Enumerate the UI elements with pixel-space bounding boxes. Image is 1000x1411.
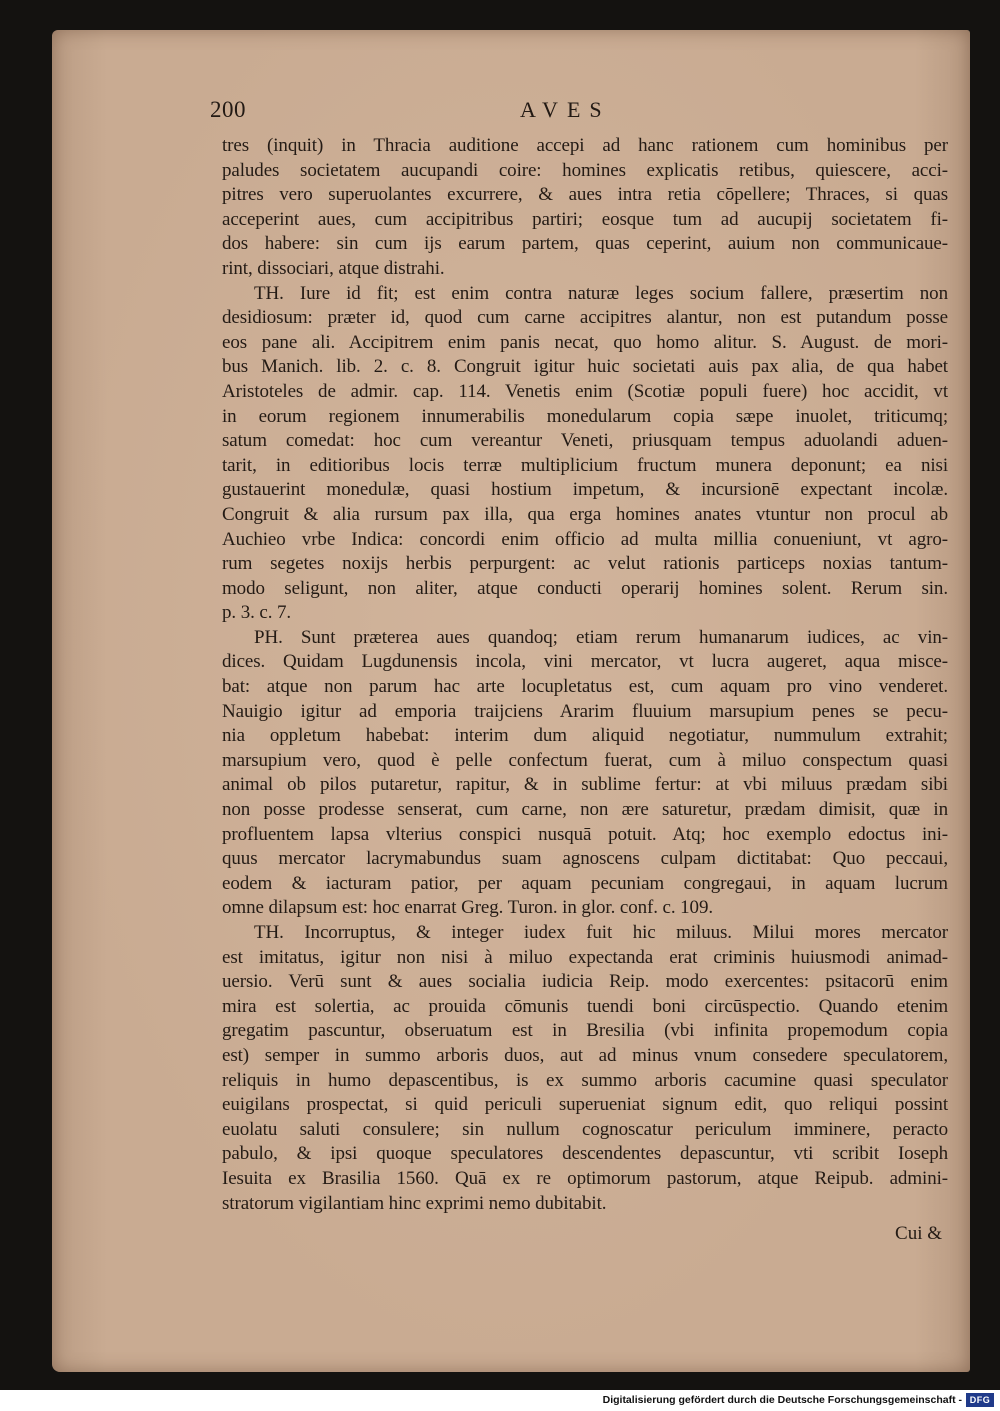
text-line: bat: atque non parum hac arte locupletatus est, cum aquam pro vino venderet. <box>222 676 948 698</box>
text-line: omne dilapsum est: hoc enarrat Greg. Turon. in glor. conf. c. 109. <box>222 897 714 919</box>
text-line: pitres vero superuolantes excurrere, & aues intra retia cōpellere; Thraces, si quas <box>222 184 948 206</box>
text-line: profluentem lapsa vlterius conspici nusquā potuit. Atq; hoc exemplo edoctus ini- <box>222 823 948 845</box>
text-line: gustauerint monedulæ, quasi hostium impetum, & incursionē expectant incolæ. <box>222 479 948 501</box>
text-line: dices. Quidam Lugdunensis incola, vini mercator, vt lucra augeret, aqua misce- <box>222 651 948 673</box>
text-line: Aristoteles de admir. cap. 114. Venetis enim (Scotiæ populi fuere) hoc accidit, vt <box>222 380 948 402</box>
text-line: rum segetes noxijs herbis perpurgent: ac velut rationis particeps noxias tantum- <box>222 553 948 575</box>
text-line: desidiosum: præter id, quod cum carne accipitres alantur, non est putandum posse <box>222 307 948 329</box>
catchword: Cui & <box>895 1223 942 1244</box>
text-line: eodem & iacturam patior, per aquam pecuniam congregaui, in aquam lucrum <box>222 872 948 894</box>
text-line: est) semper in summo arboris duos, aut ad minus vnum consedere speculatorem, <box>222 1044 948 1066</box>
dfg-logo: DFG <box>966 1393 994 1407</box>
text-line: gregatim pascuntur, obseruatum est in Bresilia (vbi infinita propemodum copia <box>222 1020 948 1042</box>
running-head-title: AVES <box>520 97 611 122</box>
text-line: bus Manich. lib. 2. c. 8. Congruit igitur huic societati auis pax alia, de qua habet <box>222 356 948 378</box>
text-line: uersio. Verū sunt & aues socialia iudicia Reip. modo exercentes: psitacorū enim <box>222 971 948 993</box>
text-line: euigilans prospectat, si quid periculi superueniat signum edit, quo reliqui possint <box>222 1094 948 1116</box>
text-line: in eorum regionem innumerabilis monedularum copia sæpe inuolet, triticumq; <box>222 405 948 427</box>
text-line: pabulo, & ipsi quoque speculatores descendentes depascuntur, vti scribit Ioseph <box>222 1143 948 1165</box>
text-line: non posse prodesse senserat, cum carne, non ære saturetur, prædam dimisit, quæ in <box>222 799 948 821</box>
text-line: marsupium vero, quod è pelle confectum fuerat, cum à miluo conspectum quasi <box>222 749 948 771</box>
text-line: Auchieo vrbe Indica: concordi enim officio ad multa millia conueniunt, vt agro- <box>222 528 948 550</box>
body-text <box>222 134 948 1216</box>
text-line: mira est solertia, ac prouida cōmunis tuendi boni circūspectio. Quando etenim <box>222 995 948 1017</box>
text-line: quus mercator lacrymabundus suam agnoscens culpam dictitabat: Quo peccaui, <box>222 848 948 870</box>
text-line: euolatu saluti consulere; sin nullum cognoscatur periculum imminere, peracto <box>222 1118 948 1140</box>
text-line: TH. Iure id fit; est enim contra naturæ leges socium fallere, præsertim non <box>254 282 948 304</box>
text-line: Nauigio igitur ad emporia traijciens Ararim fluuium marsupium penes se pecu- <box>222 700 948 722</box>
text-line: paludes societatem aucupandi coire: homines explicatis retibus, quiescere, acci- <box>222 159 948 181</box>
text-line: p. 3. c. 7. <box>222 602 292 624</box>
text-line: nia oppletum habebat: interim dum aliquid negotiatur, nummulum extrahit; <box>222 725 948 747</box>
text-line: modo seligunt, non aliter, atque conducti operarij homines solent. Rerum sin. <box>222 577 948 599</box>
text-line: est imitatus, igitur non nisi à miluo expectanda erat criminis huiusmodi animad- <box>222 946 948 968</box>
text-line: tarit, in editioribus locis terræ multiplicium fructum munera deponunt; ea nisi <box>222 454 948 476</box>
footer-bar <box>0 1390 1000 1411</box>
page-number: 200 <box>210 97 246 122</box>
text-line: stratorum vigilantiam hinc exprimi nemo dubitabit. <box>222 1192 607 1214</box>
text-line: animal ob pilos putaretur, rapitur, & in sublime fertur: at vbi miluus prædam sibi <box>222 774 948 796</box>
text-line: dos habere: sin cum ijs earum partem, quas ceperint, auium non communicaue- <box>222 233 948 255</box>
text-line: rint, dissociari, atque distrahi. <box>222 257 445 279</box>
text-line: eos pane ali. Accipitrem enim panis necat, quo homo alitur. S. August. de mori- <box>222 331 948 353</box>
text-line: acceperint aues, cum accipitribus partiri; eosque tum ad aucupij societatem fi- <box>222 208 948 230</box>
text-line: reliquis in humo depascentibus, is ex summo arboris cacumine quasi speculator <box>222 1069 948 1091</box>
running-head <box>210 97 960 127</box>
text-line: Iesuita ex Brasilia 1560. Quā ex re optimorum pastorum, atque Reipub. admini- <box>222 1167 948 1189</box>
text-line: tres (inquit) in Thracia auditione accepi ad hanc rationem cum hominibus per <box>222 135 948 156</box>
funding-notice: Digitalisierung gefördert durch die Deutsche Forschungsgemeinschaft - <box>602 1394 962 1406</box>
text-line: PH. Sunt præterea aues quandoq; etiam rerum humanarum iudices, ac vin- <box>254 626 948 648</box>
text-line: TH. Incorruptus, & integer iudex fuit hic miluus. Milui mores mercator <box>254 922 948 943</box>
text-line: Congruit & alia rursum pax illa, qua erga homines anates vtuntur non procul ab <box>222 503 948 525</box>
text-line: satum comedat: hoc cum vereantur Veneti, priusquam tempus aduolandi aduen- <box>222 430 948 452</box>
